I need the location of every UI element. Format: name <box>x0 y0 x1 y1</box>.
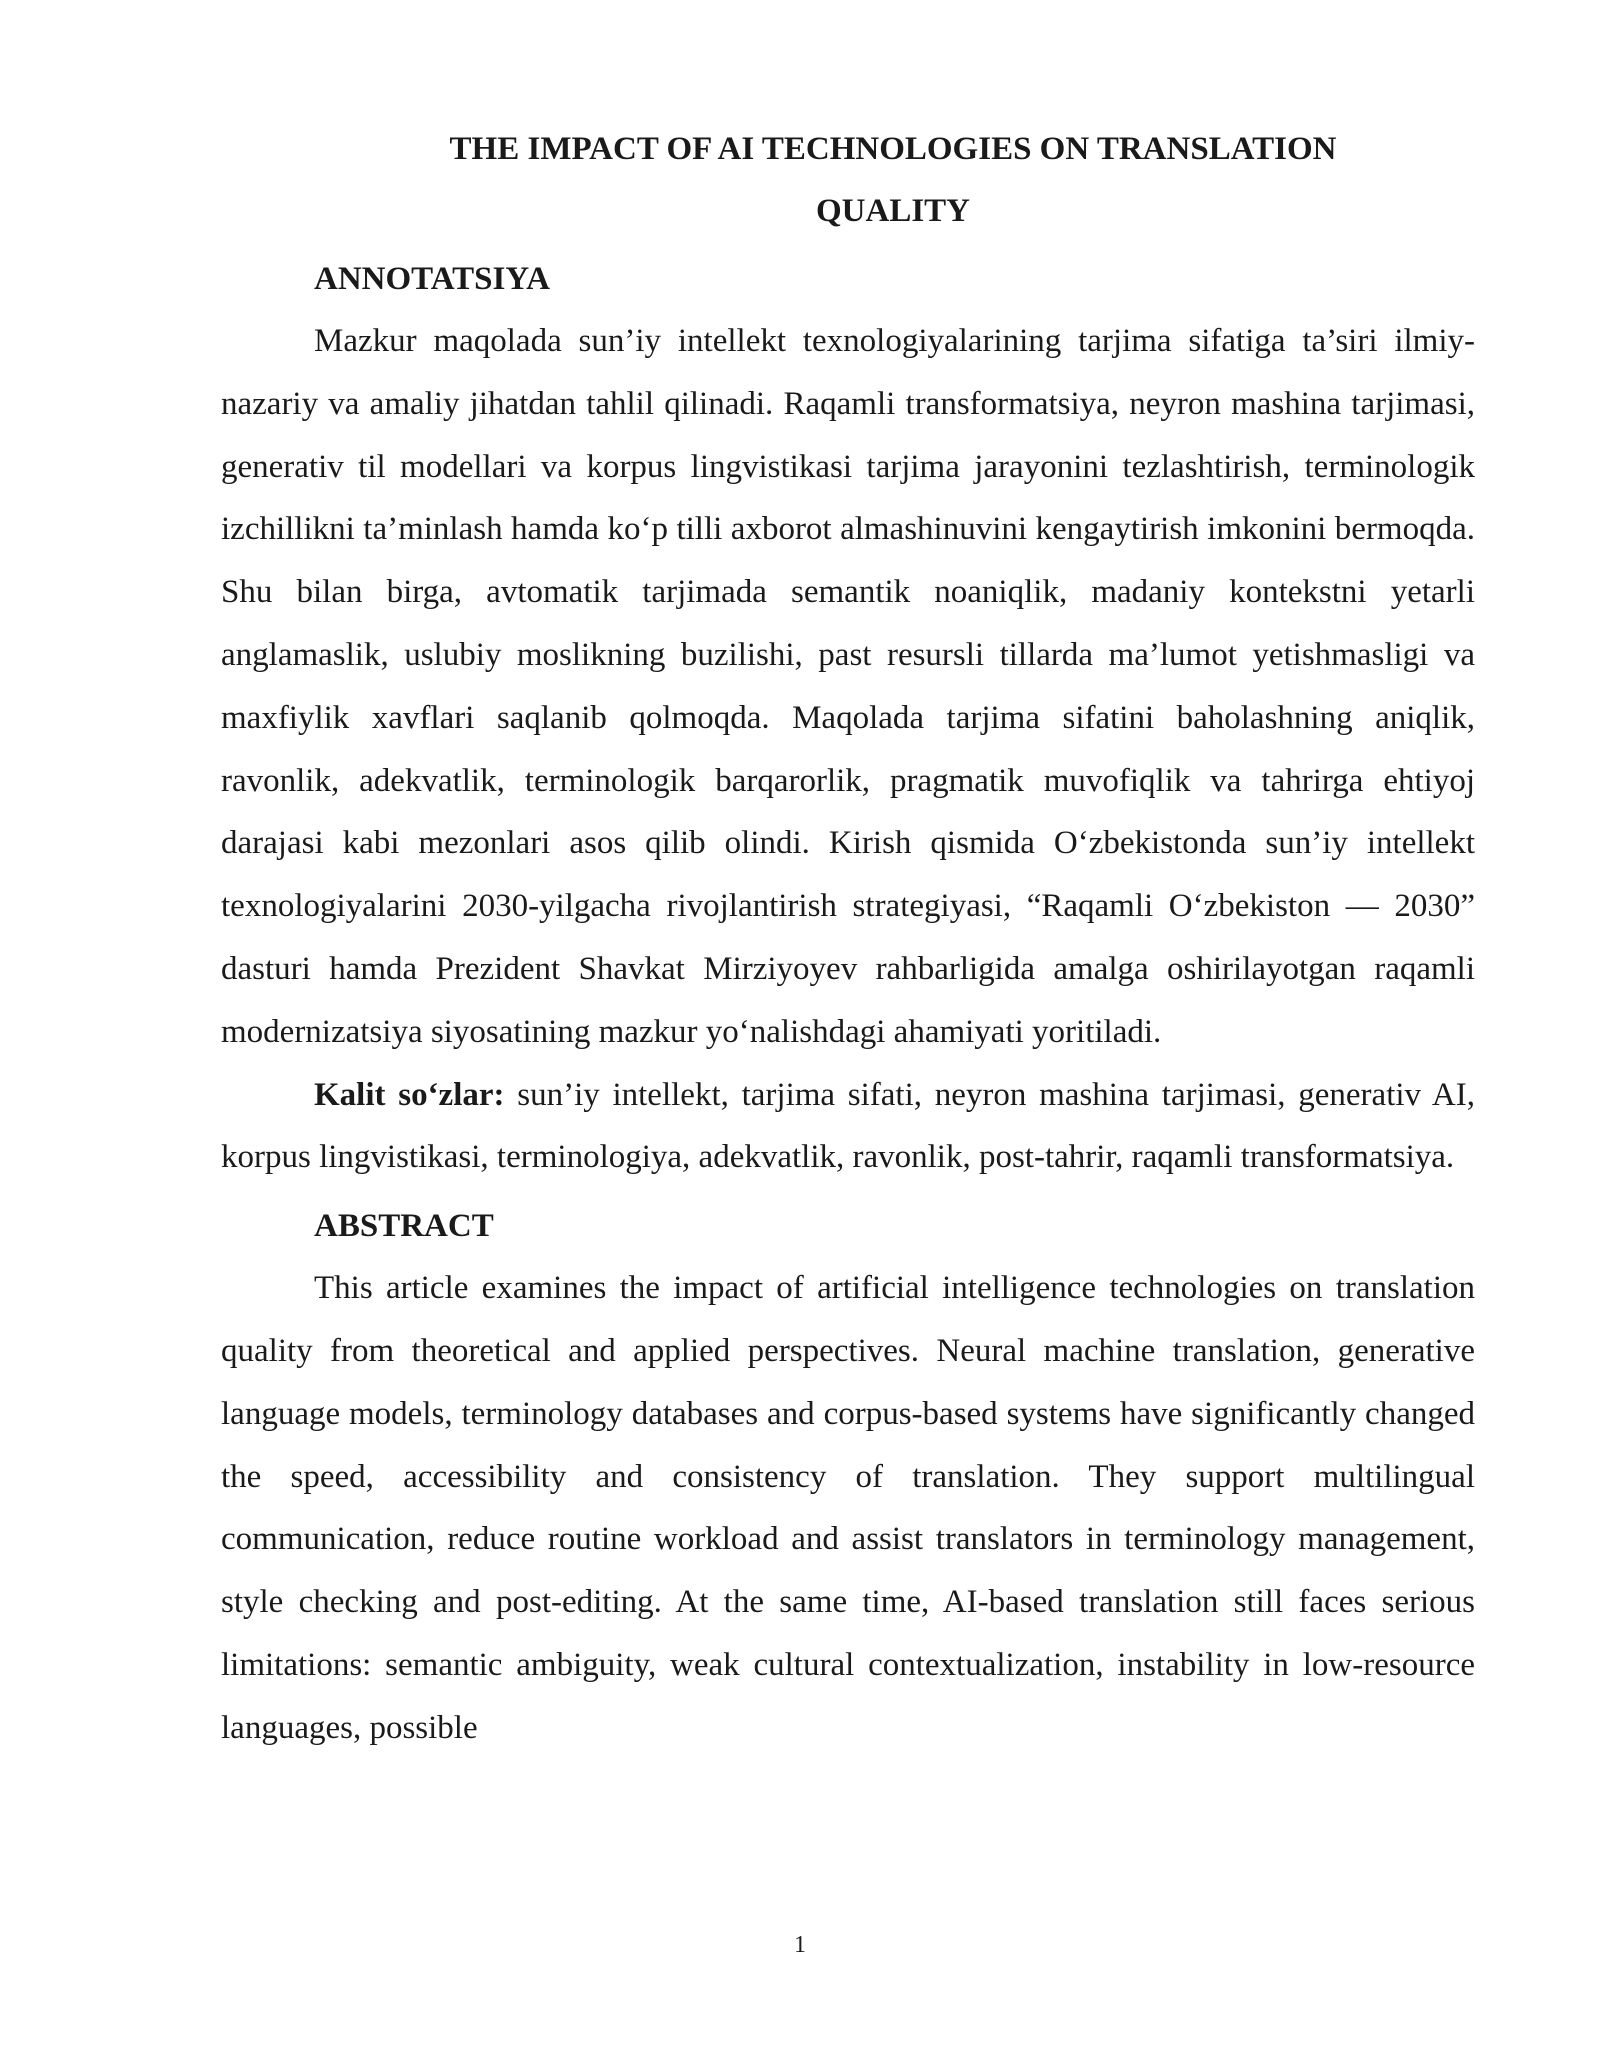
paper-title <box>221 118 1475 242</box>
abstract-heading: ABSTRACT <box>314 1208 494 1245</box>
keywords-text: sun’iy intellekt, tarjima sifati, neyron mashina tarjimasi, generativ AI, korpus lingvistikasi, terminologiya, adekvatlik, ravonlik, post-tahrir, raqamli transformatsiya. <box>221 1076 1476 1176</box>
abstract-paragraph: This article examines the impact of artificial intelligence technologies on translation quality from theoretical and applied perspectives. Neural machine translation, generative language models, terminology databases and corpus-based systems have significantly changed the speed, accessibility and consistency of translation. They support multilingual communication, reduce routine workload and assist translators in terminology management, style checking and post-editing. At the same time, AI-based translation still faces serious limitations: semantic ambiguity, weak cultural contextualization, instability in low-resource languages, possible <box>221 1270 1475 1746</box>
keywords-label: Kalit so‘zlar: <box>314 1076 505 1113</box>
paper-title-line-1: THE IMPACT OF AI TECHNOLOGIES ON TRANSLATION <box>449 131 1337 167</box>
page-content <box>221 118 1475 1760</box>
keywords-paragraph <box>221 1064 1475 1190</box>
annotation-heading: ANNOTATSIYA <box>314 261 550 297</box>
annotation-paragraph: Mazkur maqolada sun’iy intellekt texnologiyalarining tarjima sifatiga ta’siri ilmiy-nazariy va amaliy jihatdan tahlil qilinadi. Raqamli transformatsiya, neyron mashina tarjimasi, generativ til modellari va korpus lingvistikasi tarjima jarayonini tezlashtirish, terminologik izchillikni ta’minlash hamda ko‘p tilli axborot almashinuvini kengaytirish imkonini bermoqda. Shu bilan birga, avtomatik tarjimada semantik noaniqlik, madaniy kontekstni yetarli anglamaslik, uslubiy moslikning buzilishi, past resursli tillarda ma’lumot yetishmasligi va maxfiylik xavflari saqlanib qolmoqda. Maqolada tarjima sifatini baholashning aniqlik, ravonlik, adekvatlik, terminologik barqarorlik, pragmatik muvofiqlik va tahrirga ehtiyoj darajasi kabi mezonlari asos qilib olindi. Kirish qismida O‘zbekistonda sun’iy intellekt texnologiyalarini 2030-yilgacha rivojlantirish strategiyasi, “Raqamli O‘zbekiston — 2030” dasturi hamda Prezident Shavkat Mirziyoyev rahbarligida amalga oshirilayotgan raqamli modernizatsiya siyosatining mazkur yo‘nalishdagi ahamiyati yoritiladi. <box>221 323 1475 1050</box>
paper-title-line-2: QUALITY <box>815 193 971 229</box>
page-number: 1 <box>794 1932 806 1958</box>
